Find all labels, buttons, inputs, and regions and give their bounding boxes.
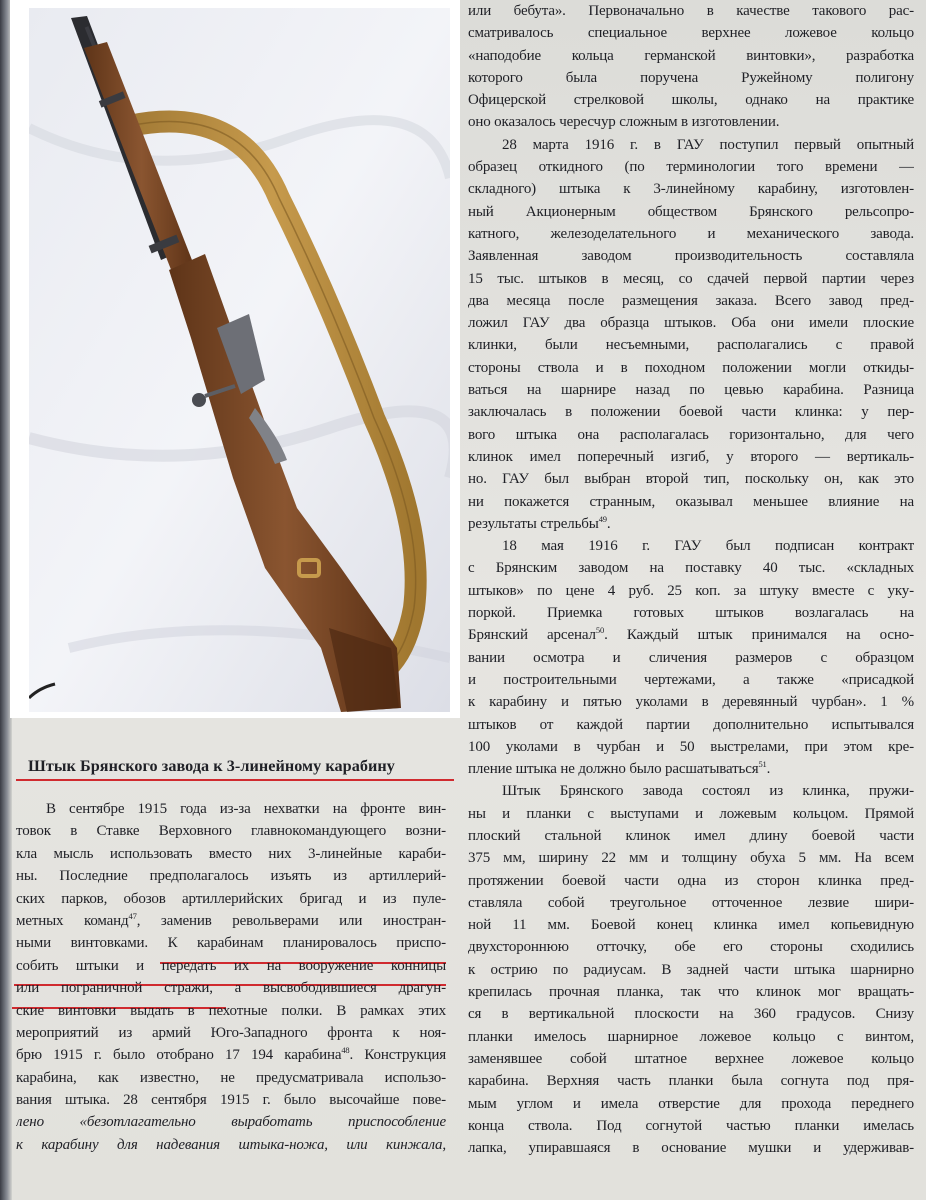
paragraph-line: ся в вертикальной плоскости на 360 градусов. Снизу (468, 1006, 914, 1023)
paragraph-line: оно оказалось чересчур сложным в изготовлении. (468, 114, 780, 131)
line-part: метных команд (16, 912, 129, 929)
paragraph-line: сматривалось специальное верхнее ложевое кольцо (468, 25, 914, 42)
line-part: результаты стрельбы (468, 515, 599, 532)
paragraph-line: мым углом и имела отверстие для прохода переднего (468, 1095, 914, 1112)
paragraph-line: ны и планки с выступами и ложевым кольцом. Прямой (468, 805, 914, 822)
line-part: . (606, 515, 611, 532)
paragraph-line: с Брянским заводом на поставку 40 тыс. «складных (468, 560, 914, 577)
paragraph-line: планки имелось шарнирное ложевое кольцо с винтом, (468, 1028, 914, 1045)
paragraph-line: протяжении боевой части одна из сторон клинка пред- (468, 872, 914, 889)
paragraph-line: штыков» по цене 4 руб. 25 коп. за штуку вместе с уку- (468, 582, 914, 599)
paragraph-line: ни покажется странным, оказывал меньшее влияние на (468, 493, 914, 510)
line-part: , заменив револьверами или иностран- (136, 912, 446, 929)
paragraph-line: 375 мм, ширину 22 мм и толщину обуха 5 мм. На всем (468, 850, 914, 867)
paragraph-line: 15 тыс. штыков в месяц, со сдачей первой партии через (468, 270, 914, 287)
paragraph-line (16, 910, 446, 932)
paragraph-line: к карабину для надевания штыка-ножа, или кинжала, (16, 1136, 446, 1153)
paragraph-line: заменявшее собой штатное верхнее ложевое кольцо (468, 1050, 914, 1067)
paragraph-line: вого штыка она располагалась горизонтально, для чего (468, 426, 914, 443)
paragraph-line: ны. Последние предполагалось изъять из артиллерий- (16, 868, 446, 885)
paragraph-line: или пограничной стражи, а высвободившиеся драгун- (16, 980, 446, 997)
paragraph-line: лапка, упиравшаяся в основание мушки и удерживав- (468, 1140, 914, 1157)
line-part: Брянский арсенал (468, 627, 596, 644)
paragraph-line: лено «безотлагательно выработать приспособление (16, 1114, 446, 1131)
heading-underline (16, 779, 454, 781)
footnote-ref-48: 48 (341, 1045, 350, 1056)
paragraph-line: 28 марта 1916 г. в ГАУ поступил первый опытный (502, 136, 914, 153)
carbine-photo (29, 8, 450, 712)
paragraph-line: к карабину и пятью уколами в деревянный чурбан». 1 % (468, 694, 914, 711)
paragraph-line: стороны ствола и в походном положении могли откиды- (468, 359, 914, 376)
line-part: . Конструкция (349, 1047, 446, 1064)
section-heading: Штык Брянского завода к 3-линейному карабину (28, 757, 395, 775)
paragraph-line: складного) штыка к 3-линейному карабину, изготовлен- (468, 181, 914, 198)
line-part: пление штыка не должно было расшатываться (468, 761, 759, 778)
paragraph-line: собить штыки и передать их на вооружение конницы (16, 957, 446, 974)
paragraph-line: ный Акционерным обществом Брянского рельсопро- (468, 203, 914, 220)
line-part: . (766, 761, 771, 778)
paragraph-line: плоский стальной клинок имел длину боевой части (468, 827, 914, 844)
paragraph-line: ставляла собой треугольное отточенное лезвие шири- (468, 894, 914, 911)
paragraph-line: поркой. Приемка готовых штыков возлагалась на (468, 605, 914, 622)
paragraph-line: 18 мая 1916 г. ГАУ был подписан контракт (502, 538, 914, 555)
carbine-illustration (29, 8, 450, 712)
paragraph-line: «наподобие кольца германской винтовки», разработка (468, 47, 914, 64)
paragraph-line (468, 513, 914, 535)
paragraph-line: Штык Брянского завода состоял из клинка, пружи- (502, 783, 914, 800)
paragraph-line: ложил ГАУ два образца штыков. Оба они имели плоские (468, 315, 914, 332)
paragraph-line: вании осмотра и сличения размеров с образцом (468, 649, 914, 666)
paragraph-line: конца ствола. Под согнутой частью планки имелась (468, 1117, 914, 1134)
paragraph-line: штыков от каждой партии дополнительно испытывался (468, 716, 914, 733)
footnote-ref-51: 51 (758, 759, 767, 770)
paragraph-line: ными винтовками. К карабинам планировалось приспо- (16, 935, 446, 952)
footnote-ref-47: 47 (128, 910, 137, 921)
line-part: брю 1915 г. было отобрано 17 194 карабина (16, 1047, 342, 1064)
paragraph-line: Заявленная заводом производительность составляла (468, 248, 914, 265)
paragraph-line: ские винтовки выдать в пехотные полки. В рамках этих (16, 1002, 446, 1019)
photo-frame (10, 0, 460, 718)
paragraph-line (468, 758, 914, 780)
paragraph-line: крепилась прочная планка, так что клинок мог вращать- (468, 984, 914, 1001)
paragraph-line: карабина, как известно, не предусматривала использо- (16, 1069, 446, 1086)
footnote-ref-50: 50 (595, 625, 605, 636)
line-part: . Каждый штык принимался на осно- (604, 627, 914, 644)
paragraph-line: мероприятий из армий Юго-Западного фронта к ноя- (16, 1024, 446, 1041)
paragraph-line (16, 1044, 446, 1066)
paragraph-line: ной 11 мм. Боевой конец клинка имел копьевидную (468, 917, 914, 934)
paragraph-line: клинки, были несъемными, располагались с правой (468, 337, 914, 354)
right-text-column (468, 0, 914, 1159)
paragraph-line: два месяца после размещения заказа. Всего завод пред- (468, 292, 914, 309)
paragraph-line: двухстороннюю отточку, обе его стороны сходились (468, 939, 914, 956)
paragraph-line: кла мысль использовать вместо них 3-линейные караби- (16, 845, 446, 862)
left-text-column (16, 798, 446, 1156)
paragraph-line: 100 уколами в чурбан и 50 выстрелами, при этом кре- (468, 738, 914, 755)
paragraph-line: товок в Ставке Верховного главнокомандующего возни- (16, 823, 446, 840)
paragraph-line: и построительными чертежами, а также «присадкой (468, 671, 914, 688)
paragraph-line: карабина. Верхняя часть планки была согнута под пря- (468, 1073, 914, 1090)
paragraph-line: катного, железоделательного и механического завода. (468, 225, 914, 242)
paragraph-line: ваться на шарнире назад по цевью карабина. Разница (468, 382, 914, 399)
paragraph-line: вания штыка. 28 сентября 1915 г. было высочайше пове- (16, 1092, 446, 1109)
paragraph-line (468, 624, 914, 646)
footnote-ref-49: 49 (598, 513, 607, 524)
paragraph-line: но. ГАУ был выбран второй тип, поскольку он, как это (468, 471, 914, 488)
paragraph-line: образец откидного (по терминологии того времени — (468, 159, 914, 176)
paragraph-line: ских парков, обозов артиллерийских бригад и из пуле- (16, 890, 446, 907)
paragraph-line: клинок имел поперечный изгиб, у второго — вертикаль- (468, 448, 914, 465)
paragraph-line: или бебута». Первоначально в качестве такового рас- (468, 3, 914, 19)
paragraph-line: заключалась в положении боевой части клинка: у пер- (468, 404, 914, 421)
paragraph-line: которого была поручена Ружейному полигону (468, 69, 914, 86)
paragraph-line: Офицерской стрелковой школы, однако на практике (468, 92, 914, 109)
paragraph-line: В сентябре 1915 года из-за нехватки на фронте вин- (46, 801, 446, 817)
paragraph-line: к острию по радиусам. В задней части штыка шарнирно (468, 961, 914, 978)
